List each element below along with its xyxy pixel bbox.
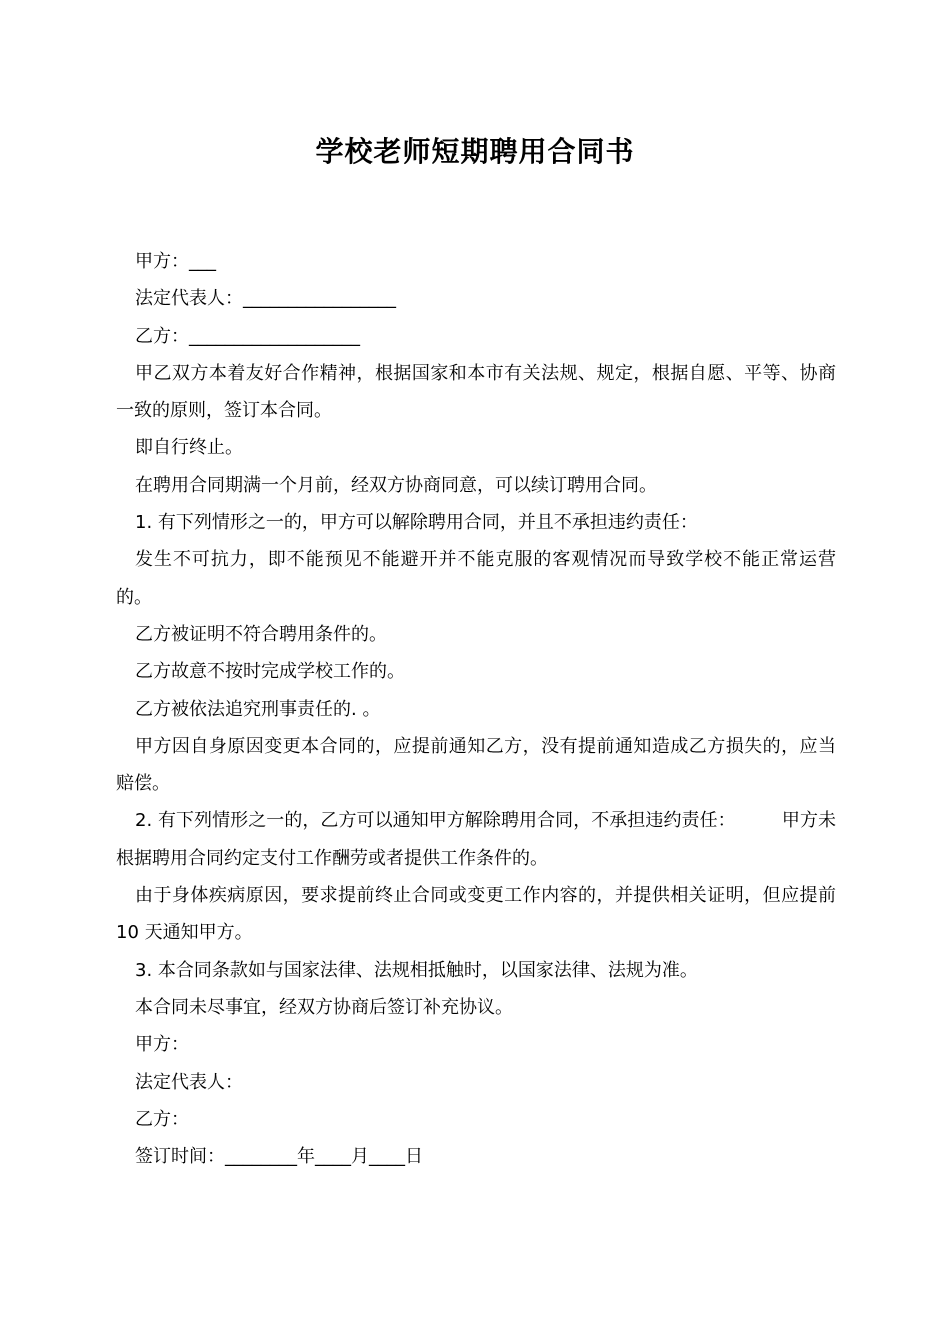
page-title: 学校老师短期聘用合同书 bbox=[315, 135, 635, 168]
legal-representative-line: 法定代表人：_________________ bbox=[135, 288, 396, 310]
renewal-paragraph: 在聘用合同期满一个月前，经双方协商同意，可以续订聘用合同。 bbox=[135, 474, 657, 496]
clause-2-heading: 2. 有下列情形之一的，乙方可以通知甲方解除聘用合同，不承担违约责任： 甲方未根据聘用合同约定支付工作酬劳或者提供工作条件的。 bbox=[116, 810, 836, 869]
party-a-line: 甲方：___ bbox=[135, 251, 216, 272]
clause-1-item-incomplete-work: 乙方故意不按时完成学校工作的。 bbox=[135, 661, 405, 683]
signing-date-line: 签订时间：________年____月____日 bbox=[135, 1146, 423, 1168]
signature-legal-representative: 法定代表人： bbox=[135, 1071, 243, 1093]
clause-1-heading: 1. 有下列情形之一的，甲方可以解除聘用合同，并且不承担违约责任： bbox=[135, 512, 698, 534]
clause-2-item-illness: 由于身体疾病原因，要求提前终止合同或变更工作内容的，并提供相关证明，但应提前 10 天通知甲方。 bbox=[116, 885, 842, 944]
signature-party-b: 乙方： bbox=[135, 1108, 189, 1130]
preamble-paragraph: 甲乙双方本着友好合作精神，根据国家和本市有关法规、规定，根据自愿、平等、协商一致的原则，签订本合同。 bbox=[116, 362, 836, 422]
contract-body bbox=[116, 243, 842, 1175]
clause-1-item-unqualified: 乙方被证明不符合聘用条件的。 bbox=[135, 623, 387, 645]
signature-party-a: 甲方： bbox=[135, 1034, 189, 1056]
clause-1-item-force-majeure: 发生不可抗力，即不能预见不能避开并不能克服的客观情况而导致学校不能正常运营的。 bbox=[116, 549, 836, 608]
clause-3-paragraph: 3. 本合同条款如与国家法律、法规相抵触时，以国家法律、法规为准。 bbox=[135, 959, 698, 981]
party-b-line: 乙方：___________________ bbox=[135, 325, 360, 347]
clause-1-item-criminal-liability: 乙方被依法追究刑事责任的. 。 bbox=[135, 698, 381, 720]
supplementary-paragraph: 本合同未尽事宜，经双方协商后签订补充协议。 bbox=[135, 996, 513, 1018]
termination-paragraph: 即自行终止。 bbox=[135, 437, 243, 459]
change-notice-paragraph: 甲方因自身原因变更本合同的，应提前通知乙方，没有提前通知造成乙方损失的，应当赔偿。 bbox=[116, 735, 836, 795]
